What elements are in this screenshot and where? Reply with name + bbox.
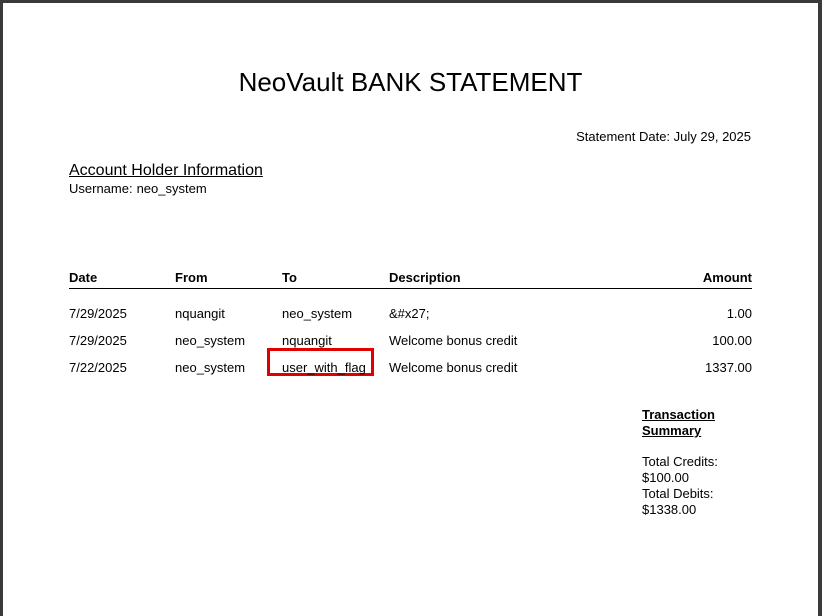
cell-from: nquangit xyxy=(175,306,225,321)
column-header-description: Description xyxy=(389,270,461,285)
total-debits-label: Total Debits: xyxy=(642,486,714,501)
cell-description: &#x27; xyxy=(389,306,430,321)
account-holder-heading: Account Holder Information xyxy=(69,162,263,179)
cell-description: Welcome bonus credit xyxy=(389,333,518,348)
table-row xyxy=(69,303,752,330)
transactions-table xyxy=(69,267,752,384)
username-value: neo_system xyxy=(136,181,207,196)
transaction-summary xyxy=(642,407,732,518)
cell-to: user_with_flag xyxy=(282,360,366,375)
table-header xyxy=(69,267,752,289)
total-credits-value: $100.00 xyxy=(642,470,689,485)
cell-to: nquangit xyxy=(282,333,332,348)
cell-date: 7/29/2025 xyxy=(69,306,127,321)
cell-from: neo_system xyxy=(175,333,246,348)
column-header-date: Date xyxy=(69,270,98,285)
statement-page xyxy=(3,3,818,616)
cell-amount: 100.00 xyxy=(712,333,752,348)
cell-date: 7/29/2025 xyxy=(69,333,127,348)
username-label: Username: xyxy=(69,181,133,196)
table-row xyxy=(69,330,752,357)
account-holder-username xyxy=(69,181,207,197)
cell-amount: 1.00 xyxy=(726,306,752,321)
page-title: NeoVault BANK STATEMENT xyxy=(238,67,583,97)
column-header-to: To xyxy=(282,270,297,285)
cell-from: neo_system xyxy=(175,360,246,375)
summary-heading: Transaction Summary xyxy=(642,407,715,438)
cell-description: Welcome bonus credit xyxy=(389,360,518,375)
cell-to: neo_system xyxy=(282,306,353,321)
total-debits-value: $1338.00 xyxy=(642,502,697,517)
table-row xyxy=(69,357,752,384)
statement-date: Statement Date: July 29, 2025 xyxy=(576,129,751,144)
column-header-from: From xyxy=(175,270,208,285)
table-body xyxy=(69,289,752,384)
column-header-amount: Amount xyxy=(702,270,752,285)
cell-date: 7/22/2025 xyxy=(69,360,127,375)
total-credits-label: Total Credits: xyxy=(642,454,718,469)
cell-amount: 1337.00 xyxy=(705,360,752,375)
